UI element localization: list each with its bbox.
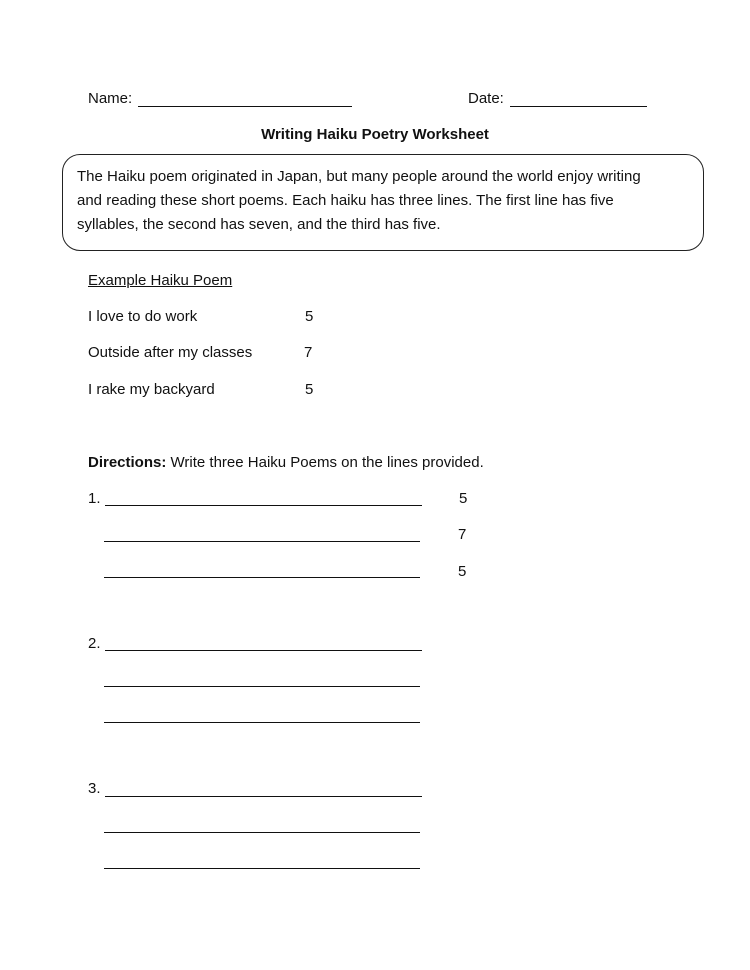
date-input-line[interactable] <box>510 106 647 107</box>
poem-1-syllables-3: 5 <box>458 563 467 580</box>
poem-3-line-3[interactable] <box>104 868 420 869</box>
poem-2-line-3[interactable] <box>104 722 420 723</box>
example-line-1: I love to do work <box>88 308 198 325</box>
poem-2-line-2[interactable] <box>104 686 420 687</box>
poem-1-line-2[interactable] <box>104 541 420 542</box>
poem-1-line-1[interactable] <box>105 505 422 506</box>
intro-line-2: and reading these short poems. Each haiku has three lines. The first line has five <box>77 192 614 209</box>
poem-1-line-3[interactable] <box>104 577 420 578</box>
poem-3-number: 3. <box>88 780 101 797</box>
poem-3-line-2[interactable] <box>104 832 420 833</box>
example-syllables-1: 5 <box>305 308 314 325</box>
directions-text: Write three Haiku Poems on the lines provided. <box>166 454 484 471</box>
example-syllables-3: 5 <box>305 381 314 398</box>
example-line-3: I rake my backyard <box>88 381 215 398</box>
name-input-line[interactable] <box>138 106 352 107</box>
intro-box <box>62 154 704 251</box>
directions-label: Directions: <box>88 454 167 471</box>
page-title: Writing Haiku Poetry Worksheet <box>261 126 489 143</box>
example-heading: Example Haiku Poem <box>88 272 233 289</box>
name-label: Name: <box>88 90 133 107</box>
date-field[interactable] <box>468 90 653 110</box>
poem-2-line-1[interactable] <box>105 650 422 651</box>
poem-2-number: 2. <box>88 635 101 652</box>
name-field[interactable] <box>88 90 358 110</box>
directions <box>88 454 484 472</box>
poem-1-number: 1. <box>88 490 101 507</box>
date-label: Date: <box>468 90 504 107</box>
poem-1-syllables-1: 5 <box>459 490 468 507</box>
poem-3-line-1[interactable] <box>105 796 422 797</box>
poem-1-syllables-2: 7 <box>458 526 467 543</box>
example-syllables-2: 7 <box>304 344 313 361</box>
intro-line-3: syllables, the second has seven, and the third has five. <box>77 216 441 233</box>
intro-line-1: The Haiku poem originated in Japan, but many people around the world enjoy writing <box>77 168 641 185</box>
example-line-2: Outside after my classes <box>88 344 253 361</box>
